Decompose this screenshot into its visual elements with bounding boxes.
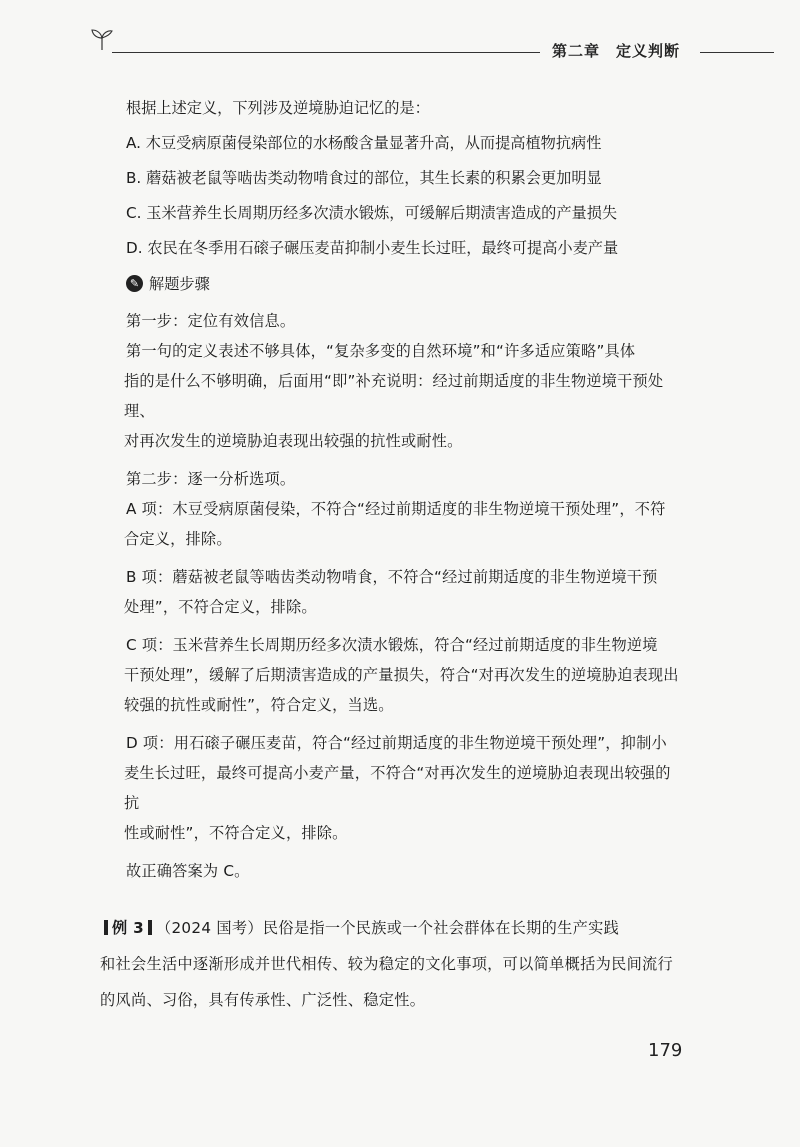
example-line: 和社会生活中逐渐形成并世代相传、较为稳定的文化事项，可以简单概括为民间流行 xyxy=(100,955,674,973)
option-c: C. 玉米营养生长周期历经多次渍水锻炼，可缓解后期渍害造成的产量损失 xyxy=(126,204,618,222)
analysis-line: D 项：用石磙子碾压麦苗，符合“经过前期适度的非生物逆境干预处理”，抑制小 xyxy=(126,734,667,752)
option-a: A. 木豆受病原菌侵染部位的水杨酸含量显著升高，从而提高植物抗病性 xyxy=(126,134,602,152)
example-line xyxy=(100,910,700,946)
final-answer: 故正确答案为 C。 xyxy=(126,862,250,880)
chapter-number: 第二章 xyxy=(552,42,601,60)
steps-title-text: 解题步骤 xyxy=(149,275,210,293)
page-header xyxy=(0,0,800,80)
header-rule-left xyxy=(112,52,540,53)
analysis-c xyxy=(126,630,686,720)
analysis-d xyxy=(126,728,686,848)
example-text: （2024 国考）民俗是指一个民族或一个社会群体在长期的生产实践 xyxy=(155,919,620,937)
step1-line: 对再次发生的逆境胁迫表现出较强的抗性或耐性。 xyxy=(124,432,463,450)
analysis-line: 处理”，不符合定义，排除。 xyxy=(124,598,317,616)
analysis-line: 较强的抗性或耐性”，符合定义，当选。 xyxy=(124,696,394,714)
example-marker-left xyxy=(104,920,108,935)
pen-circle-icon: ✎ xyxy=(126,275,143,292)
step1-line: 指的是什么不够明确，后面用“即”补充说明：经过前期适度的非生物逆境干预处理、 xyxy=(124,372,664,420)
step2-label: 第二步：逐一分析选项。 xyxy=(126,470,296,488)
analysis-line: 性或耐性”，不符合定义，排除。 xyxy=(124,824,348,842)
analysis-line: A 项：木豆受病原菌侵染，不符合“经过前期适度的非生物逆境干预处理”，不符 xyxy=(126,500,666,518)
question-stem: 根据上述定义，下列涉及逆境胁迫记忆的是： xyxy=(126,99,430,117)
example-label: 例 3 xyxy=(112,919,144,937)
section-title: 定义判断 xyxy=(616,42,681,60)
example-marker-right xyxy=(148,920,152,935)
analysis-line: 干预处理”，缓解了后期渍害造成的产量损失，符合“对再次发生的逆境胁迫表现出 xyxy=(124,666,679,684)
option-d: D. 农民在冬季用石磙子碾压麦苗抑制小麦生长过旺，最终可提高小麦产量 xyxy=(126,239,619,257)
main-content xyxy=(126,98,686,886)
example-3 xyxy=(100,910,700,1018)
chapter-title xyxy=(552,40,680,61)
analysis-line: 麦生长过旺，最终可提高小麦产量，不符合“对再次发生的逆境胁迫表现出较强的抗 xyxy=(124,764,671,812)
step1-explanation xyxy=(126,336,686,456)
analysis-line: B 项：蘑菇被老鼠等啮齿类动物啃食，不符合“经过前期适度的非生物逆境干预 xyxy=(126,568,658,586)
example-line: 的风尚、习俗，具有传承性、广泛性、稳定性。 xyxy=(100,991,426,1009)
step1-line: 第一句的定义表述不够具体，“复杂多变的自然环境”和“许多适应策略”具体 xyxy=(126,342,636,360)
page-number: 179 xyxy=(648,1040,683,1061)
step1-label: 第一步：定位有效信息。 xyxy=(126,312,296,330)
steps-heading xyxy=(126,273,686,294)
analysis-a xyxy=(126,494,686,554)
header-rule-right xyxy=(700,52,774,53)
analysis-b xyxy=(126,562,686,622)
option-b: B. 蘑菇被老鼠等啮齿类动物啃食过的部位，其生长素的积累会更加明显 xyxy=(126,169,602,187)
analysis-line: C 项：玉米营养生长周期历经多次渍水锻炼，符合“经过前期适度的非生物逆境 xyxy=(126,636,658,654)
analysis-line: 合定义，排除。 xyxy=(124,530,232,548)
sprout-icon xyxy=(90,28,114,50)
